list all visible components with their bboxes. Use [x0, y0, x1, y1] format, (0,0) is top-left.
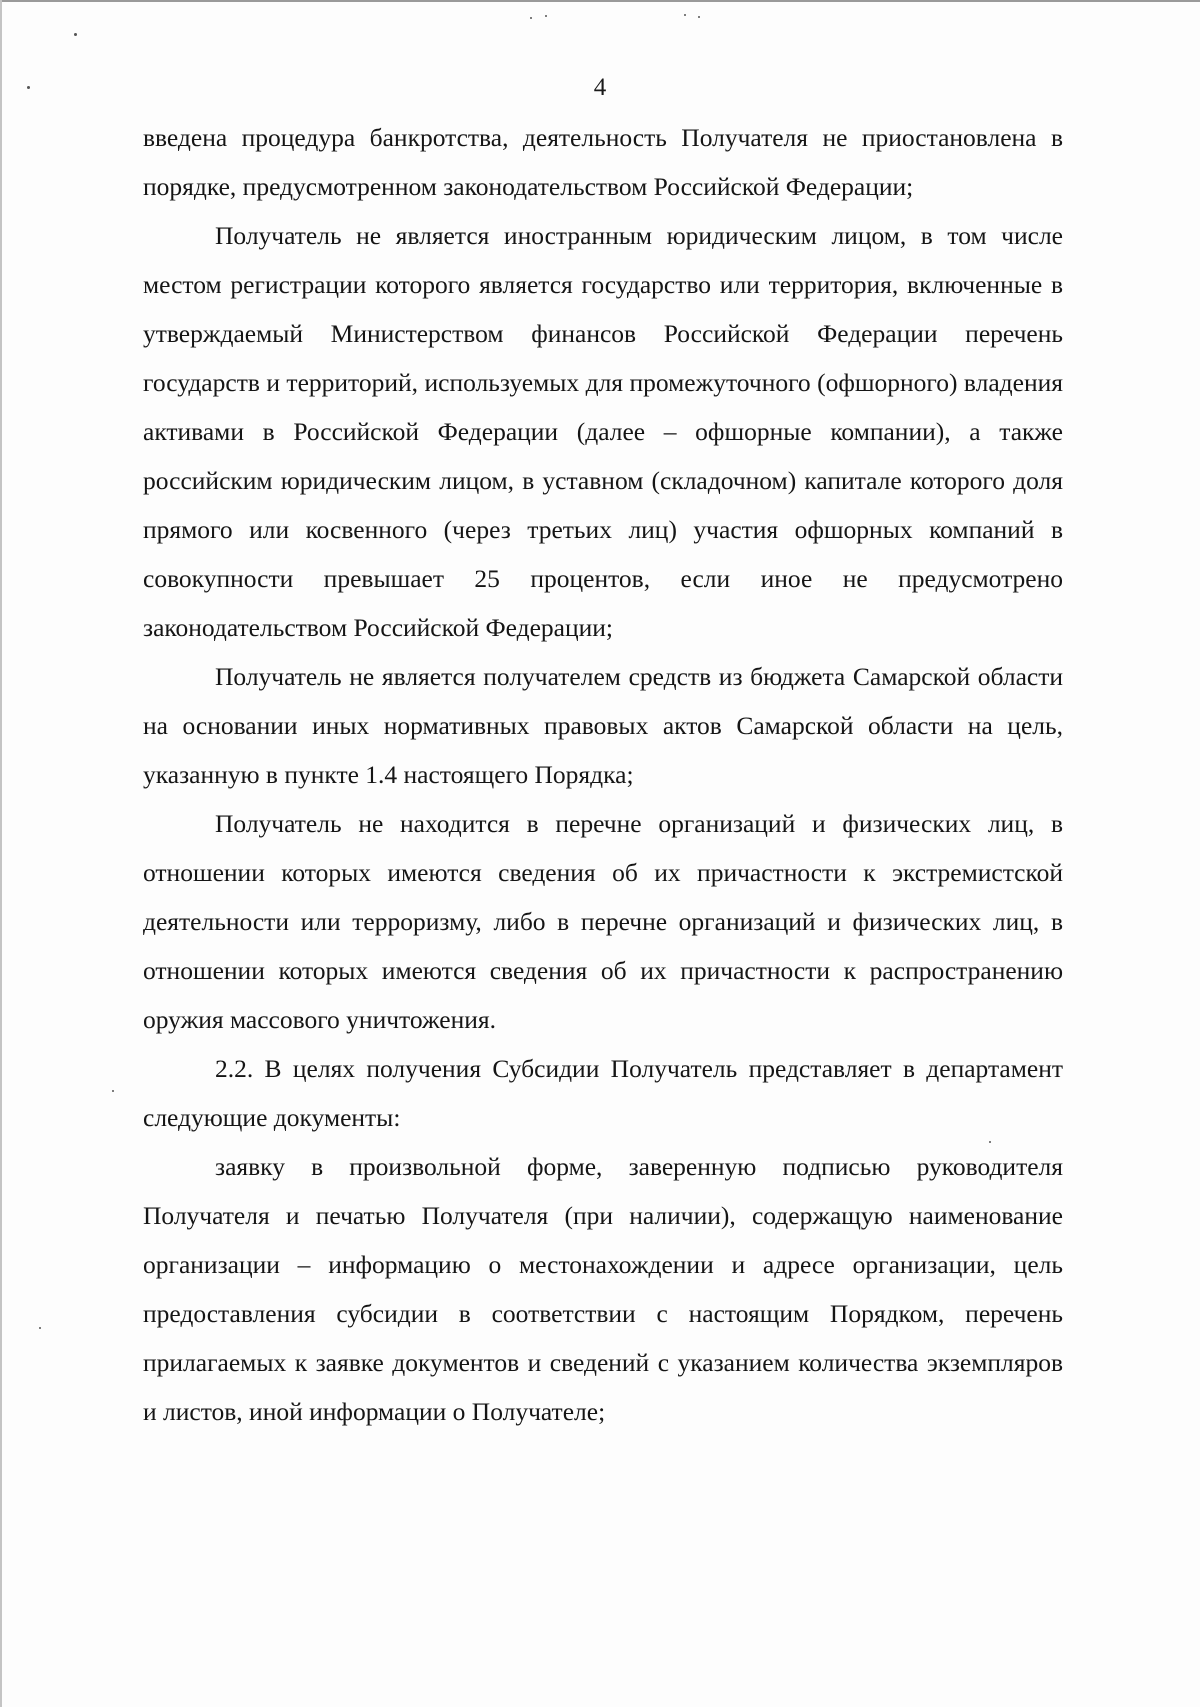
- paragraph-extremism-clause: Получатель не находится в перечне организаций и физических лиц, в отношении которых имеются сведения об их причастности к экстремистской деятельности или терроризму, либо в перечне организаций и физических лиц, в отношении которых имеются сведения об их причастности к распространению оружия массового уничтожения.: [143, 809, 1063, 1034]
- page-number: 4: [593, 74, 607, 101]
- scan-speck: [112, 1090, 114, 1092]
- paragraph-offshore-clause: Получатель не является иностранным юридическим лицом, в том числе местом регистрации которого является государство или территория, включенные в утверждаемый Министерством финансов Российской Федерации перечень государств и территорий, используемых для промежуточного (офшорного) владения активами в Российской Федерации (далее – офшорные компании), а также российским юридическим лицом, в уставном (складочном) капитале которого доля прямого или косвенного (через третьих лиц) участия офшорных компаний в совокупности превышает 25 процентов, если иное не предусмотрено законодательством Российской Федерации;: [143, 221, 1063, 642]
- scan-speck: [545, 15, 547, 17]
- scan-speck: [698, 16, 700, 18]
- paragraph-section-2-2: 2.2. В целях получения Субсидии Получатель представляет в департамент следующие документы:: [143, 1054, 1063, 1132]
- paragraph-bankruptcy-clause: введена процедура банкротства, деятельность Получателя не приостановлена в порядке, предусмотренном законодательством Российской Федерации;: [143, 123, 1063, 201]
- scan-left-edge: [0, 0, 2, 1707]
- scan-speck: [39, 1327, 41, 1329]
- scan-speck: [530, 17, 532, 19]
- scan-speck: [684, 14, 686, 16]
- scan-speck: [74, 33, 77, 36]
- paragraph-application-clause: заявку в произвольной форме, заверенную подписью руководителя Получателя и печатью Получателя (при наличии), содержащую наименование организации – информацию о местонахождении и адресе организации, цель предоставления субсидии в соответствии с настоящим Порядком, перечень прилагаемых к заявке документов и сведений с указанием количества экземпляров и листов, иной информации о Получателе;: [143, 1152, 1063, 1426]
- scan-top-edge: [0, 0, 1200, 2]
- paragraph-budget-clause: Получатель не является получателем средств из бюджета Самарской области на основании иных нормативных правовых актов Самарской области на цель, указанную в пункте 1.4 настоящего Порядка;: [143, 662, 1063, 789]
- document-body: [143, 113, 1063, 1436]
